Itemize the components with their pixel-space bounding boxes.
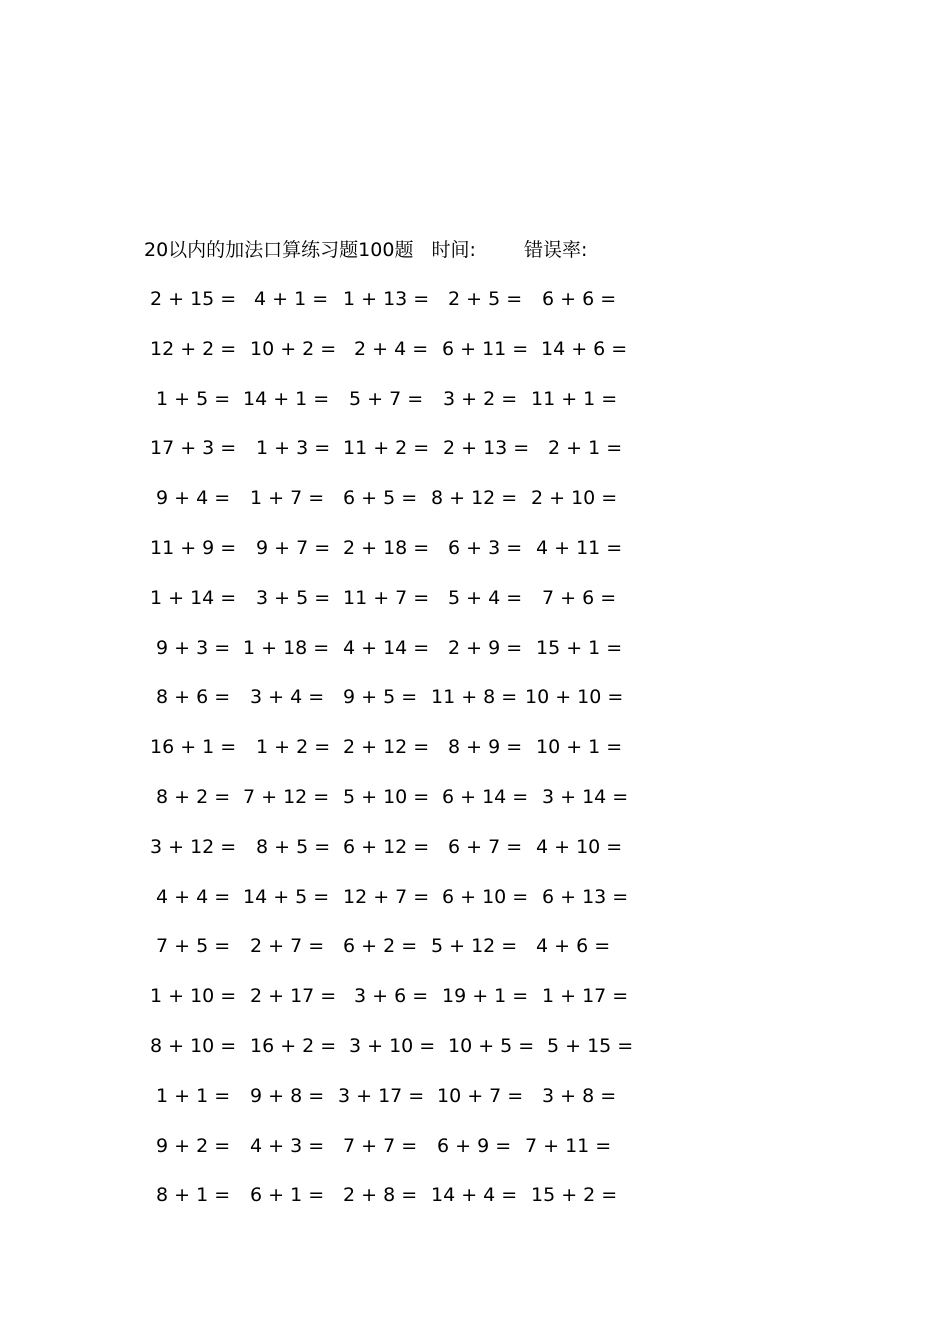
problem-cell: 9 + 4 = xyxy=(156,487,231,510)
problem-cell: 3 + 2 = xyxy=(443,387,518,410)
problem-cell: 2 + 9 = xyxy=(448,636,523,659)
problem-cell: 2 + 12 = xyxy=(343,736,430,759)
problem-cell: 3 + 12 = xyxy=(150,835,237,858)
problem-cell: 1 + 7 = xyxy=(250,487,325,510)
problem-cell: 2 + 17 = xyxy=(250,985,337,1008)
problem-row xyxy=(0,385,950,435)
problem-cell: 2 + 13 = xyxy=(443,437,530,460)
problem-cell: 5 + 4 = xyxy=(448,586,523,609)
problem-row xyxy=(0,982,950,1032)
problem-cell: 2 + 5 = xyxy=(448,288,523,310)
problem-cell: 1 + 10 = xyxy=(150,985,237,1008)
problem-cell: 2 + 4 = xyxy=(354,337,429,360)
problem-cell: 5 + 15 = xyxy=(547,1034,634,1057)
problem-cell: 2 + 8 = xyxy=(343,1184,418,1207)
problem-cell: 3 + 17 = xyxy=(338,1084,425,1107)
problem-row xyxy=(0,783,950,833)
problem-cell: 2 + 15 = xyxy=(150,288,237,310)
problem-cell: 3 + 6 = xyxy=(354,985,429,1008)
problem-cell: 5 + 12 = xyxy=(431,935,518,958)
problem-cell: 10 + 7 = xyxy=(437,1084,524,1107)
problem-cell: 6 + 5 = xyxy=(343,487,418,510)
problem-cell: 9 + 8 = xyxy=(250,1084,325,1107)
problem-cell: 11 + 8 = xyxy=(431,686,518,709)
problem-cell: 7 + 6 = xyxy=(542,586,617,609)
problem-cell: 16 + 1 = xyxy=(150,736,237,759)
problem-row xyxy=(0,733,950,783)
problem-cell: 1 + 18 = xyxy=(243,636,330,659)
problem-cell: 4 + 11 = xyxy=(536,536,623,559)
problem-cell: 6 + 9 = xyxy=(437,1134,512,1157)
problem-row xyxy=(0,932,950,982)
problem-cell: 6 + 13 = xyxy=(542,885,629,908)
problem-cell: 7 + 5 = xyxy=(156,935,231,958)
problem-cell: 6 + 12 = xyxy=(343,835,430,858)
problem-cell: 6 + 14 = xyxy=(442,785,529,808)
time-label: 时间: xyxy=(431,239,476,261)
problem-cell: 10 + 5 = xyxy=(448,1034,535,1057)
problem-cell: 17 + 3 = xyxy=(150,437,237,460)
problem-cell: 14 + 6 = xyxy=(541,337,628,360)
problem-cell: 11 + 1 = xyxy=(531,387,618,410)
problem-cell: 1 + 3 = xyxy=(256,437,331,460)
problem-cell: 1 + 14 = xyxy=(150,586,237,609)
problem-cell: 2 + 7 = xyxy=(250,935,325,958)
problem-cell: 4 + 6 = xyxy=(536,935,611,958)
problem-cell: 6 + 3 = xyxy=(448,536,523,559)
problem-row xyxy=(0,534,950,584)
problem-cell: 8 + 12 = xyxy=(431,487,518,510)
problem-row xyxy=(0,1181,950,1231)
problem-cell: 14 + 5 = xyxy=(243,885,330,908)
problem-cell: 3 + 5 = xyxy=(256,586,331,609)
problem-row xyxy=(0,584,950,634)
problem-cell: 10 + 1 = xyxy=(536,736,623,759)
problem-row xyxy=(0,634,950,684)
problem-cell: 5 + 10 = xyxy=(343,785,430,808)
problem-cell: 8 + 5 = xyxy=(256,835,331,858)
problem-cell: 7 + 7 = xyxy=(343,1134,418,1157)
problem-row xyxy=(0,434,950,484)
problem-row xyxy=(0,1082,950,1132)
problem-cell: 3 + 10 = xyxy=(349,1034,436,1057)
problem-cell: 9 + 7 = xyxy=(256,536,331,559)
problem-cell: 12 + 7 = xyxy=(343,885,430,908)
problem-cell: 6 + 6 = xyxy=(542,288,617,310)
problem-row xyxy=(0,833,950,883)
problem-cell: 8 + 2 = xyxy=(156,785,231,808)
problem-cell: 9 + 5 = xyxy=(343,686,418,709)
problem-cell: 6 + 11 = xyxy=(442,337,529,360)
problem-cell: 4 + 10 = xyxy=(536,835,623,858)
problem-cell: 1 + 2 = xyxy=(256,736,331,759)
problem-grid xyxy=(0,285,950,1231)
problem-cell: 19 + 1 = xyxy=(442,985,529,1008)
problem-row xyxy=(0,335,950,385)
problem-cell: 9 + 2 = xyxy=(156,1134,231,1157)
problem-row xyxy=(0,285,950,335)
problem-row xyxy=(0,1032,950,1082)
problem-cell: 11 + 7 = xyxy=(343,586,430,609)
problem-cell: 15 + 1 = xyxy=(536,636,623,659)
problem-cell: 6 + 1 = xyxy=(250,1184,325,1207)
problem-cell: 4 + 14 = xyxy=(343,636,430,659)
problem-cell: 4 + 1 = xyxy=(254,288,329,310)
worksheet-header xyxy=(144,236,587,264)
problem-cell: 7 + 12 = xyxy=(243,785,330,808)
problem-cell: 1 + 13 = xyxy=(343,288,430,310)
problem-cell: 2 + 18 = xyxy=(343,536,430,559)
problem-row xyxy=(0,883,950,933)
problem-cell: 1 + 17 = xyxy=(542,985,629,1008)
problem-cell: 15 + 2 = xyxy=(531,1184,618,1207)
problem-cell: 8 + 10 = xyxy=(150,1034,237,1057)
problem-cell: 4 + 4 = xyxy=(156,885,231,908)
problem-cell: 10 + 10 = xyxy=(525,686,624,709)
problem-cell: 12 + 2 = xyxy=(150,337,237,360)
problem-cell: 2 + 1 = xyxy=(548,437,623,460)
problem-cell: 2 + 10 = xyxy=(531,487,618,510)
problem-cell: 9 + 3 = xyxy=(156,636,231,659)
problem-cell: 4 + 3 = xyxy=(250,1134,325,1157)
problem-cell: 6 + 10 = xyxy=(442,885,529,908)
problem-cell: 14 + 1 = xyxy=(243,387,330,410)
worksheet-title: 20以内的加法口算练习题100题 xyxy=(144,239,414,261)
problem-row xyxy=(0,1132,950,1182)
problem-cell: 3 + 4 = xyxy=(250,686,325,709)
error-rate-label: 错误率: xyxy=(523,239,588,261)
problem-cell: 3 + 8 = xyxy=(542,1084,617,1107)
problem-cell: 5 + 7 = xyxy=(349,387,424,410)
problem-cell: 1 + 5 = xyxy=(156,387,231,410)
problem-cell: 6 + 7 = xyxy=(448,835,523,858)
problem-row xyxy=(0,683,950,733)
problem-row xyxy=(0,484,950,534)
problem-cell: 10 + 2 = xyxy=(250,337,337,360)
problem-cell: 3 + 14 = xyxy=(542,785,629,808)
problem-cell: 6 + 2 = xyxy=(343,935,418,958)
problem-cell: 14 + 4 = xyxy=(431,1184,518,1207)
problem-cell: 7 + 11 = xyxy=(525,1134,612,1157)
problem-cell: 1 + 1 = xyxy=(156,1084,231,1107)
problem-cell: 8 + 9 = xyxy=(448,736,523,759)
problem-cell: 11 + 2 = xyxy=(343,437,430,460)
problem-cell: 16 + 2 = xyxy=(250,1034,337,1057)
problem-cell: 8 + 6 = xyxy=(156,686,231,709)
problem-cell: 8 + 1 = xyxy=(156,1184,231,1207)
problem-cell: 11 + 9 = xyxy=(150,536,237,559)
